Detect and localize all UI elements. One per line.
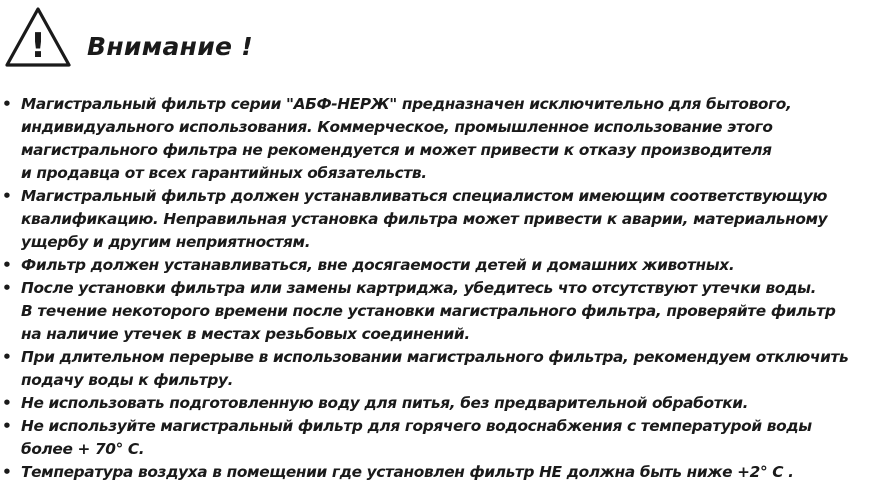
bullet: • [2,417,12,435]
item-line: индивидуального использования. Коммерческое, промышленное использование этого [21,118,773,136]
exclamation-mark: ! [30,26,46,66]
bullet: • [2,394,12,412]
item-line: и продавца от всех гарантийных обязательств. [21,164,427,182]
bullet: • [2,463,12,481]
item-line: Магистральный фильтр серии "АБФ-НЕРЖ" предназначен исключительно для бытового, [21,95,792,113]
warning-triangle-icon [3,5,73,69]
item-line: При длительном перерыве в использовании магистрального фильтра, рекомендуем отключить [21,348,849,366]
list-item [0,346,888,392]
bullet: • [2,187,12,205]
item-line: более + 70° С. [21,440,145,458]
list-item [0,254,888,277]
item-line: После установки фильтра или замены картриджа, убедитесь что отсутствуют утечки воды. [21,279,817,297]
item-line: подачу воды к фильтру. [21,371,234,389]
item-line: магистрального фильтра не рекомендуется и может привести к отказу производителя [21,141,772,159]
item-line: на наличие утечек в местах резьбовых соединений. [21,325,470,343]
bullet: • [2,279,12,297]
warnings-list [0,93,888,484]
item-line: Не используйте магистральный фильтр для горячего водоснабжения с температурой воды [21,417,812,435]
list-item [0,185,888,254]
item-line: Температура воздуха в помещении где установлен фильтр НЕ должна быть ниже +2° С . [21,463,794,481]
bullet: • [2,256,12,274]
item-line: Фильтр должен устанавливаться, вне досягаемости детей и домашних животных. [21,256,735,274]
bullet: • [2,348,12,366]
item-line: ущербу и другим неприятностям. [21,233,311,251]
item-line: квалификацию. Неправильная установка фильтра может привести к аварии, материальному [21,210,828,228]
list-item [0,93,888,185]
item-line: В течение некоторого времени после установки магистрального фильтра, проверяйте фильтр [21,302,836,320]
list-item [0,277,888,346]
list-item [0,461,888,484]
bullet: • [2,95,12,113]
item-line: Не использовать подготовленную воду для питья, без предварительной обработки. [21,394,749,412]
warning-header [0,0,888,90]
item-line: Магистральный фильтр должен устанавливаться специалистом имеющим соответствующую [21,187,828,205]
list-item [0,392,888,415]
list-item [0,415,888,461]
page-title: Внимание ! [87,32,254,61]
